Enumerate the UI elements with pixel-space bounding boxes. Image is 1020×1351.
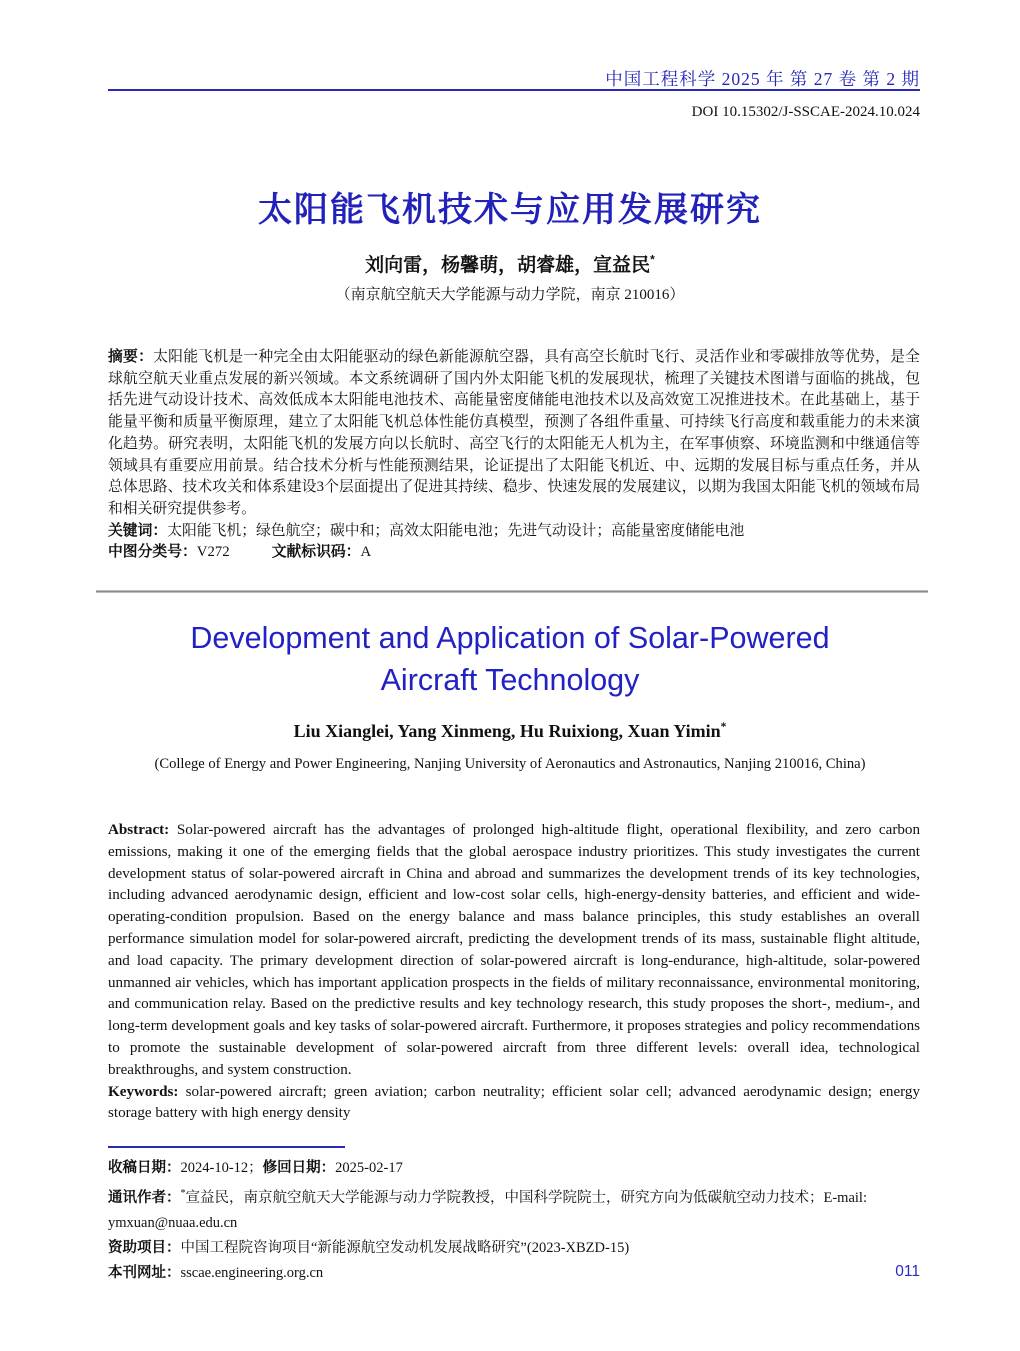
chinese-keywords [108, 521, 920, 543]
footnote-corresponding-author [108, 1181, 920, 1236]
english-title-line1: Development and Application of Solar-Powered [190, 621, 830, 655]
received-date-label: 收稿日期： [108, 1160, 181, 1176]
section-divider [96, 590, 928, 593]
chinese-title: 太阳能飞机技术与应用发展研究 [258, 191, 762, 229]
chinese-keywords-label: 关键词： [108, 522, 168, 539]
corresponding-mark: * [180, 1188, 186, 1199]
chinese-authors [0, 250, 1020, 277]
received-date-value: 2024-10-12； [180, 1160, 263, 1176]
corresponding-author-mark: * [650, 252, 655, 267]
english-abstract-label: Abstract: [108, 822, 170, 838]
clc-label: 中图分类号： [108, 544, 197, 561]
english-keywords-label: Keywords: [108, 1083, 179, 1100]
revised-date-value: 2025-02-17 [335, 1160, 403, 1176]
footnotes [108, 1156, 920, 1286]
clc-value: V272 [196, 544, 230, 561]
doc-code-label: 文献标识码： [271, 544, 361, 561]
chinese-abstract-text: 太阳能飞机是一种完全由太阳能驱动的绿色新能源航空器，具有高空长航时飞行、灵活作业和零碳排放等优势，是全球航空航天业重点发展的新兴领域。本文系统调研了国内外太阳能飞机的发展现状，梳理了关键技术图谱与面临的挑战，包括先进气动设计技术、高效低成本太阳能电池技术、高能量密度储能电池技术以及高效宽工况推进技术。在此基础上，基于能量平衡和质量平衡原理，建立了太阳能飞机总体性能仿真模型，预测了各组件重量、可持续飞行高度和载重能力的未来演化趋势。研究表明，太阳能飞机的发展方向以长航时、高空飞行的太阳能无人机为主，在军事侦察、环境监测和中继通信等领域具有重要应用前景。结合技术分析与性能预测结果，论证提出了太阳能飞机近、中、远期的发展目标与重点任务，并从总体思路、技术攻关和体系建设3个层面提出了促进其持续、稳步、快速发展的发展建议，以期为我国太阳能飞机的领域布局和相关研究提供参考。 [108, 349, 920, 517]
english-abstract [108, 820, 920, 1082]
revised-date-label: 修回日期： [262, 1160, 336, 1176]
footnote-dates [108, 1156, 920, 1181]
footnote-funding [108, 1236, 920, 1261]
chinese-abstract [108, 347, 920, 521]
footnote-divider [108, 1146, 345, 1148]
funding-label: 资助项目： [108, 1239, 181, 1256]
doc-code-value: A [360, 544, 372, 561]
chinese-author-names: 刘向雷，杨馨萌，胡睿雄，宣益民 [365, 255, 651, 276]
english-author-names: Liu Xianglei, Yang Xinmeng, Hu Ruixiong, Xuan Yimin [293, 721, 721, 741]
english-keywords-text: solar-powered aircraft; green aviation; carbon neutrality; efficient solar cell; advanced aerodynamic design; energy storage battery with high energy density [108, 1083, 920, 1122]
english-corresponding-mark: * [720, 721, 727, 733]
chinese-abstract-block [108, 347, 920, 564]
doi: DOI 10.15302/J-SSCAE-2024.10.024 [691, 104, 920, 120]
page-number: 011 [895, 1263, 920, 1280]
chinese-keywords-text: 太阳能飞机；绿色航空；碳中和；高效太阳能电池；先进气动设计；高能量密度储能电池 [167, 522, 745, 539]
website-value: sscae.engineering.org.cn [180, 1264, 324, 1281]
english-title-line2: Aircraft Technology [380, 663, 640, 697]
english-affiliation: (College of Energy and Power Engineering, Nanjing University of Aeronautics and Astronautics, Nanjing 210016, China) [154, 756, 866, 772]
english-abstract-block [108, 820, 920, 1125]
english-abstract-text: Solar-powered aircraft has the advantages of prolonged high-altitude flight, operational flexibility, and zero carbon emissions, making it one of the emerging fields that the global aerospace industry prioritizes. This study investigates the current development status of solar-powered aircraft in China and abroad and summarizes the development trends of its key technologies, including advanced aerodynamic design, efficient and low-cost solar cells, high-energy-density batteries, and efficient and wide-operating-condition propulsion. Based on the energy balance and mass balance principles, this study establishes an overall performance simulation model for solar-powered aircraft, predicting the development trends of its mass, sustainable flight altitude, and load capacity. The primary development direction of solar-powered aircraft is long-endurance, high-altitude, solar-powered unmanned air vehicles, which has important application prospects in the fields of military reconnaissance, environmental monitoring, and communication relay. Based on the predictive results and key technology research, this study proposes the short-, medium-, and long-term development goals and key tasks of solar-powered aircraft. Furthermore, it proposes strategies and policy recommendations to promote the sustainable development of solar-powered aircraft from three different levels: overall idea, technological breakthroughs, and system construction. [108, 822, 920, 1078]
corresponding-author-label: 通讯作者： [108, 1189, 181, 1206]
funding-value: 中国工程院咨询项目“新能源航空发动机发展战略研究”(2023-XBZD-15) [180, 1239, 630, 1256]
english-authors [0, 721, 1020, 742]
footnote-website [108, 1261, 920, 1286]
chinese-affiliation: （南京航空航天大学能源与动力学院，南京 210016） [335, 287, 685, 303]
journal-issue-line: 中国工程科学 2025 年 第 27 卷 第 2 期 [605, 69, 920, 89]
chinese-abstract-label: 摘要： [108, 349, 154, 365]
english-title [0, 617, 1020, 701]
corresponding-author-value: 宣益民，南京航空航天大学能源与动力学院教授，中国科学院院士，研究方向为低碳航空动力技术；E-mail: ymxuan@nuaa.edu.cn [108, 1189, 867, 1231]
chinese-classification-line [108, 542, 920, 564]
website-label: 本刊网址： [108, 1264, 181, 1281]
header-divider [108, 89, 920, 91]
english-keywords [108, 1082, 920, 1126]
